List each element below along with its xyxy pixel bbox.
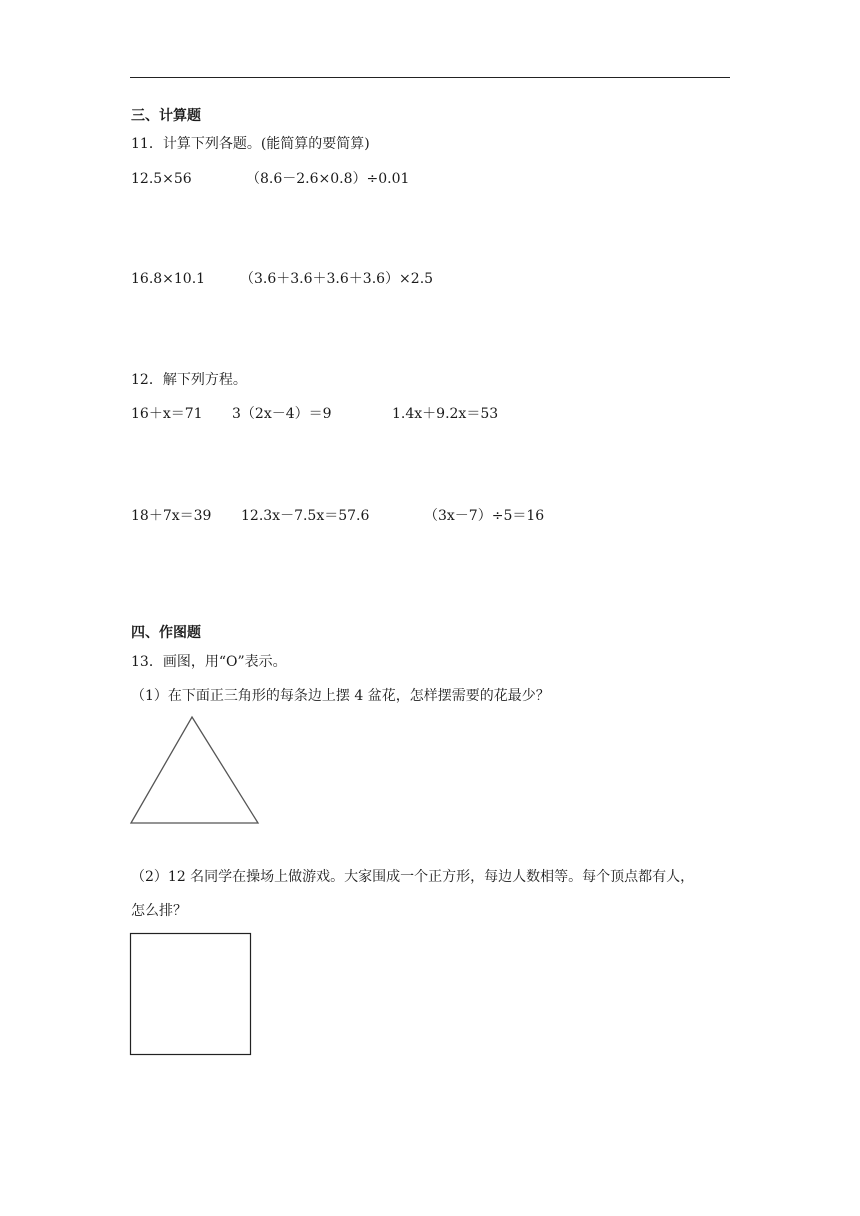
question-13-prompt: 13．画图，用“O”表示。 bbox=[131, 654, 287, 670]
q12-equation-2: 3（2x－4）＝9 bbox=[232, 406, 332, 422]
section-heading-drawing: 四、作图题 bbox=[131, 625, 201, 641]
section-heading-calculation: 三、计算题 bbox=[131, 108, 201, 124]
q12-equation-4: 18＋7x＝39 bbox=[131, 508, 212, 524]
equilateral-triangle-figure bbox=[128, 714, 262, 828]
q12-equation-5: 12.3x－7.5x＝57.6 bbox=[241, 508, 370, 524]
question-11-prompt: 11．计算下列各题。(能简算的要简算) bbox=[131, 136, 370, 152]
square-figure bbox=[129, 932, 253, 1057]
q12-equation-6: （3x－7）÷5＝16 bbox=[424, 508, 545, 524]
q13-part-1-text: （1）在下面正三角形的每条边上摆 4 盆花，怎样摆需要的花最少？ bbox=[131, 688, 550, 704]
q11-expression-2: （8.6－2.6×0.8）÷0.01 bbox=[246, 171, 410, 187]
q12-equation-3: 1.4x＋9.2x＝53 bbox=[392, 406, 499, 422]
q13-part-2-text-line-1: （2）12 名同学在操场上做游戏。大家围成一个正方形，每边人数相等。每个顶点都有人， bbox=[131, 869, 695, 885]
header-rule bbox=[130, 77, 730, 78]
q11-expression-1: 12.5×56 bbox=[131, 171, 192, 187]
question-12-prompt: 12．解下列方程。 bbox=[131, 372, 247, 388]
q12-equation-1: 16＋x＝71 bbox=[131, 406, 203, 422]
q11-expression-3: 16.8×10.1 bbox=[131, 271, 206, 287]
q11-expression-4: （3.6＋3.6＋3.6＋3.6）×2.5 bbox=[240, 271, 434, 287]
q13-part-2-text-line-2: 怎么排？ bbox=[131, 903, 187, 919]
